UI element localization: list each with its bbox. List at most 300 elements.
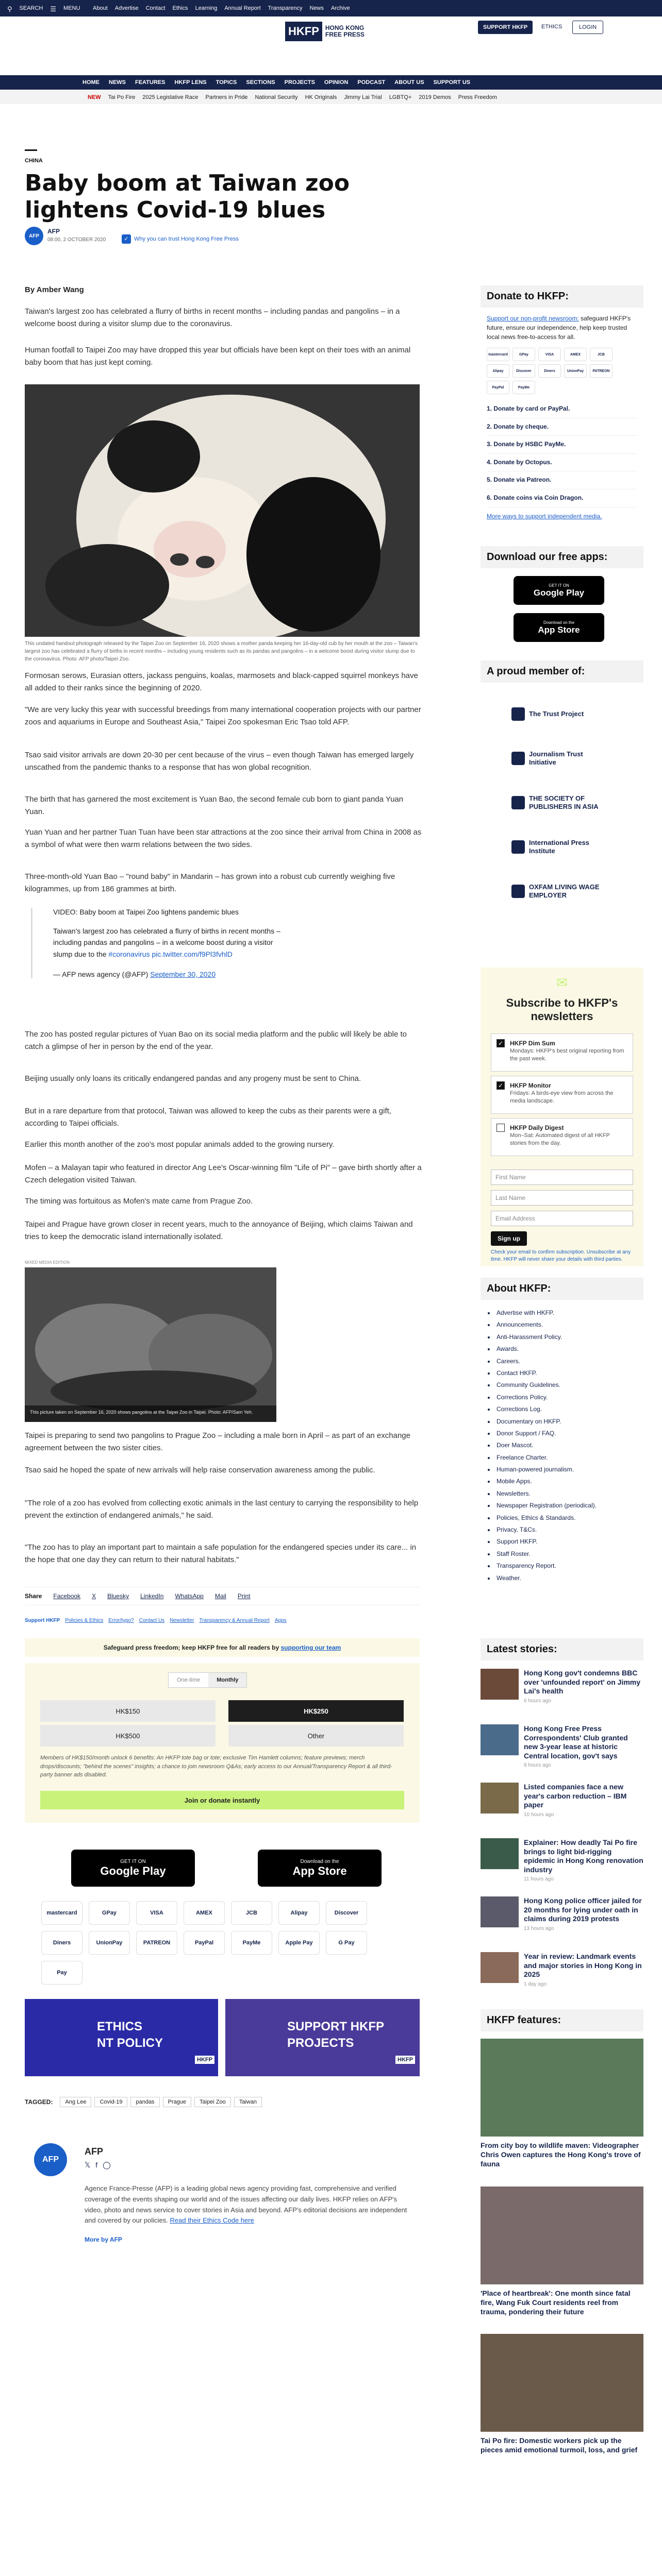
about-link[interactable]: • Support HKFP. <box>488 1536 636 1548</box>
byline: By Amber Wang <box>25 285 84 294</box>
topbar-link[interactable]: Learning <box>195 5 218 11</box>
about-links <box>488 1307 636 1584</box>
more-by-author[interactable]: More by AFP <box>85 2236 122 2243</box>
sidebar-payment-logo: Alipay <box>487 364 509 378</box>
author-social <box>85 2161 111 2170</box>
trending-list <box>88 94 497 100</box>
member-logo-icon <box>511 885 525 898</box>
share-link[interactable]: Bluesky <box>107 1592 129 1600</box>
payment-method-logo: VISA <box>136 1901 177 1925</box>
member-logo[interactable] <box>511 825 643 869</box>
about-title: About HKFP: <box>481 1278 643 1300</box>
gp-big-text: Google Play <box>100 1864 166 1877</box>
app-store-badge[interactable] <box>258 1850 382 1887</box>
newsletter-title: Subscribe to HKFP's newsletters <box>506 996 618 1023</box>
about-link[interactable]: • Staff Roster. <box>488 1548 636 1560</box>
about-link[interactable]: • Advertise with HKFP. <box>488 1307 636 1319</box>
tab-one-time[interactable]: One-time <box>177 1677 201 1683</box>
about-link[interactable]: • Mobile Apps. <box>488 1476 636 1487</box>
support-link[interactable]: Policies & Ethics <box>65 1618 104 1623</box>
newsletter-checkbox[interactable] <box>496 1124 505 1132</box>
trending-item[interactable]: 2019 Demos <box>419 94 451 100</box>
trending-bar <box>0 91 662 104</box>
trending-item[interactable]: Press Freedom <box>458 94 497 100</box>
apps-sidebox <box>481 546 643 568</box>
sidebar-payment-logo: PayPal <box>487 381 509 394</box>
support-link[interactable]: Support HKFP <box>25 1618 60 1623</box>
paragraph-13: Mofen – a Malayan tapir who featured in director Ang Lee's Oscar-winning film "Life of Pi" – gave birth shortly after a Czech delegation visited Taiwan. <box>25 1163 422 1184</box>
newsletter-option-name: HKFP Monitor <box>510 1082 551 1089</box>
member-logo[interactable] <box>511 692 643 736</box>
topbar-link[interactable]: About <box>93 5 108 11</box>
frequency-toggle <box>168 1672 247 1688</box>
share-link[interactable]: Facebook <box>53 1592 81 1600</box>
search-link[interactable]: SEARCH <box>19 5 43 11</box>
video-label[interactable]: VIDEO: Baby boom at Taipei Zoo lightens pandemic blues <box>53 908 239 916</box>
sidebar-app-store[interactable] <box>514 613 604 642</box>
paragraph-9: The zoo has posted regular pictures of Yuan Bao on its social media platform and the public will likely be able to catch a glimpse of her in person by the end of the year. <box>25 1030 407 1051</box>
paragraph-18: "The role of a zoo has evolved from collecting exotic animals in the last century to carrying the responsibility to help prevent the extinction of endangered animals," he said. <box>25 1499 419 1520</box>
ethics-code-link[interactable]: Read their Ethics Code here <box>170 2216 254 2225</box>
promo-1-line-1: ETHICS <box>97 2020 143 2033</box>
sidebar-payment-logo: AMEX <box>564 348 587 361</box>
tweet-text: Taiwan's largest zoo has celebrated a flurry of births in recent months – including pandas and pangolins – in a welcome boost during a visitor slump due to the <box>53 927 280 958</box>
author-box-avatar[interactable]: AFP <box>34 2143 67 2176</box>
sidebar-as-small: Download on the <box>543 620 575 625</box>
photo-caption-1: This undated handout photograph released by the Taipei Zoo on September 16, 2020 shows a mother panda keeping her 16-day-old cub by her mouth at the zoo – Taiwan's largest zoo has celebrated a flurry of births in recent months – including young residents such as its pandas and pangolins – in a welcome boost during visitor slump due to the coronavirus. Photo: AFP photo/Taipei Zoo. <box>25 641 418 662</box>
nav-item[interactable]: NEWS <box>109 79 126 86</box>
tweet-date[interactable]: September 30, 2020 <box>150 970 216 979</box>
logo-text <box>325 25 365 38</box>
topbar-link[interactable]: Ethics <box>172 5 188 11</box>
author-box <box>25 2138 420 2251</box>
member-logo-name: Journalism Trust Initiative <box>529 750 583 766</box>
sidebar-google-play[interactable] <box>514 576 604 605</box>
new-label: NEW <box>88 94 101 100</box>
nav-item[interactable]: FEATURES <box>135 79 166 86</box>
features-sidebox <box>481 2009 643 2472</box>
tag-link[interactable]: Taipei Zoo <box>194 2097 231 2107</box>
about-link[interactable]: • Community Guidelines. <box>488 1379 636 1391</box>
member-logo-name: International Press Institute <box>529 839 590 855</box>
payment-method-logo: Discover <box>326 1901 367 1925</box>
about-link[interactable]: • Freelance Charter. <box>488 1452 636 1464</box>
newsletter-checkbox[interactable]: ✓ <box>496 1039 505 1047</box>
author-box-name[interactable]: AFP <box>85 2146 103 2157</box>
about-link[interactable]: • Awards. <box>488 1343 636 1355</box>
newsletter-box <box>481 968 643 1266</box>
donate-option[interactable]: 6. Donate coins via Coin Dragon. <box>487 489 637 507</box>
feature-title[interactable]: From city boy to wildlife maven: Videographer Chris Owen captures the Hong Kong's trove of fauna <box>481 2141 641 2168</box>
feature-card[interactable] <box>481 2334 643 2454</box>
latest-story-thumb <box>481 1724 519 1755</box>
latest-story-title[interactable]: Listed companies face a new year's carbon reduction – IBM paper <box>524 1783 627 1809</box>
nav-item[interactable]: TOPICS <box>216 79 237 86</box>
member-logo[interactable] <box>511 869 643 913</box>
tag-link[interactable]: Taiwan <box>234 2097 262 2107</box>
payment-method-logo: PayPal <box>184 1931 225 1955</box>
top-bar <box>0 0 662 16</box>
latest-story-text <box>524 1724 643 1768</box>
latest-story-title[interactable]: Year in review: Landmark events and major stories in Hong Kong in 2025 <box>524 1952 642 1978</box>
sidebar-payment-logo: UnionPay <box>564 364 587 378</box>
tweet-attribution <box>53 970 412 978</box>
about-link[interactable]: • Documentary on HKFP. <box>488 1416 636 1428</box>
newsletter-option[interactable] <box>491 1033 633 1072</box>
feature-card[interactable] <box>481 2039 643 2169</box>
nav-item[interactable]: HOME <box>82 79 100 86</box>
newsletter-option-name: HKFP Daily Digest <box>510 1124 564 1131</box>
press-freedom-banner <box>25 1638 420 1657</box>
instagram-icon[interactable]: ◯ <box>103 2161 111 2169</box>
support-links <box>25 1618 420 1623</box>
payment-method-logo: mastercard <box>41 1901 82 1925</box>
sidebar-payment-logo: PATREON <box>590 364 613 378</box>
payment-method-logo: GPay <box>89 1901 130 1925</box>
tag-link[interactable]: Covid-19 <box>94 2097 127 2107</box>
join-donate-button[interactable]: Join or donate instantly <box>40 1791 404 1809</box>
payment-methods <box>41 1901 402 1985</box>
author-bio-text: Agence France-Presse (AFP) is a leading global news agency providing fast, comprehensive and verified coverage of the events shaping our world and of the issues affecting our daily lives. HKFP relies on AFP's video, photo and news service to cover stories in Asia and beyond. AFP's editorial decisions are independent and covered by our policies. <box>85 2184 407 2225</box>
donate-option[interactable]: 5. Donate via Patreon. <box>487 471 637 489</box>
payment-method-logo: G Pay <box>326 1931 367 1955</box>
payment-method-logo: PATREON <box>136 1931 177 1955</box>
latest-story-text <box>524 1669 643 1710</box>
feature-title[interactable]: 'Place of heartbreak': One month since fatal fire, Wang Fuk Court residents reel from trauma, pondering their future <box>481 2289 631 2316</box>
trending-item[interactable]: 2025 Legislative Race <box>142 94 198 100</box>
share-link[interactable]: Print <box>237 1592 251 1600</box>
topbar-link[interactable]: Contact <box>145 5 166 11</box>
trending-item[interactable]: HK Originals <box>305 94 337 100</box>
donate-widget <box>25 1663 420 1823</box>
share-link[interactable]: Mail <box>214 1592 226 1600</box>
paragraph-19: "The zoo has to play an important part to maintain a safe population for the endangered species under its care... in the hope that one day they can return to their natural habitats." <box>25 1543 417 1564</box>
features-list <box>481 2039 643 2455</box>
latest-story[interactable] <box>481 1952 643 1993</box>
amount-250[interactable]: HK$250 <box>228 1700 404 1722</box>
tag-link[interactable]: Ang Lee <box>60 2097 91 2107</box>
latest-story[interactable] <box>481 1896 643 1938</box>
tweet-link[interactable]: pic.twitter.com/f9Pl3fvhlD <box>152 950 233 958</box>
sidebar-payment-logo: GPay <box>512 348 535 361</box>
menu-link[interactable]: MENU <box>63 5 80 11</box>
paragraph-10: Beijing usually only loans its critically endangered pandas and any progeny must be sent to China. <box>25 1074 361 1083</box>
donate-intro <box>487 314 637 342</box>
latest-story-thumb <box>481 1669 519 1700</box>
as-small-text: Download on the <box>300 1858 339 1865</box>
sign-up-button[interactable]: Sign up <box>491 1231 527 1246</box>
facebook-icon[interactable]: f <box>95 2161 98 2169</box>
author-name[interactable]: AFP <box>47 228 60 235</box>
paragraph-3: Formosan serows, Eurasian otters, jackass penguins, koalas, marmosets and black-capped squirrel monkeys have all added to their ranks since the beginning of 2020. <box>25 671 418 692</box>
newsletter-option-desc: Mon–Sat: Automated digest of all HKFP stories from the day. <box>510 1132 610 1147</box>
about-link[interactable]: • Corrections Policy. <box>488 1392 636 1403</box>
section-divider <box>25 149 37 151</box>
donate-option[interactable]: 4. Donate by Octopus. <box>487 454 637 472</box>
support-promo-banner[interactable] <box>225 1999 420 2076</box>
main-nav <box>0 75 662 90</box>
latest-story-text <box>524 1838 643 1882</box>
sidebar-payment-logo: Diners <box>538 364 561 378</box>
payment-method-logo: UnionPay <box>89 1931 130 1955</box>
paragraph-1: Taiwan's largest zoo has celebrated a flurry of births in recent months – including pandas and pangolins – in a welcome boost during a visitor slump due to the coronavirus. <box>25 307 400 328</box>
sidebar-payment-logo: VISA <box>538 348 561 361</box>
sidebar-as-big: App Store <box>538 624 580 635</box>
support-link[interactable]: Newsletter <box>170 1618 194 1623</box>
newsletter-option[interactable] <box>491 1076 633 1114</box>
donate-options <box>487 400 637 507</box>
payment-method-logo: AMEX <box>184 1901 225 1925</box>
about-link[interactable]: • Doer Mascot. <box>488 1439 636 1451</box>
member-logo-icon <box>511 796 525 809</box>
about-link[interactable]: • Policies, Ethics & Standards. <box>488 1512 636 1524</box>
nav-item[interactable]: ABOUT US <box>394 79 424 86</box>
latest-story-text <box>524 1896 643 1938</box>
latest-title: Latest stories: <box>481 1638 643 1660</box>
tags-row <box>25 2097 420 2107</box>
panda-photo[interactable] <box>25 384 420 637</box>
member-logo-name: OXFAM LIVING WAGE EMPLOYER <box>529 883 600 899</box>
topbar-link[interactable]: Advertise <box>114 5 139 11</box>
latest-story[interactable] <box>481 1838 643 1882</box>
menu-icon[interactable]: ☰ <box>50 5 57 13</box>
about-link[interactable]: • Anti-Harassment Policy. <box>488 1331 636 1343</box>
nav-item[interactable]: SUPPORT US <box>433 79 471 86</box>
donate-option[interactable]: 1. Donate by card or PayPal. <box>487 400 637 418</box>
newsletter-option[interactable] <box>491 1118 633 1156</box>
newsletter-note: Check your email to confirm subscription. Unsubscribe at any time. HKFP will never share your details with third parties. <box>491 1249 631 1262</box>
support-link[interactable]: Transparency & Annual Report <box>199 1618 270 1623</box>
donate-lead[interactable]: Support our non-profit newsroom: <box>487 315 579 322</box>
latest-story-thumb <box>481 1783 519 1814</box>
topbar-link[interactable]: Archive <box>331 5 350 11</box>
author-avatar[interactable]: AFP <box>25 227 43 245</box>
support-link[interactable]: Contact Us <box>139 1618 165 1623</box>
nav-item[interactable]: PODCAST <box>357 79 386 86</box>
member-logo[interactable] <box>511 781 643 825</box>
tags-label: TAGGED: <box>25 2098 53 2106</box>
latest-story-date: 10 hours ago <box>524 1811 554 1818</box>
feature-card[interactable] <box>481 2187 643 2317</box>
about-link[interactable]: • Announcements. <box>488 1319 636 1331</box>
topbar-links <box>93 5 350 11</box>
member-logo-name: The Trust Project <box>529 710 584 718</box>
member-logo[interactable] <box>511 736 643 781</box>
share-link[interactable]: X <box>92 1592 96 1600</box>
site-logo[interactable] <box>285 20 370 43</box>
x-icon[interactable]: 𝕏 <box>85 2161 91 2169</box>
amount-500[interactable]: HK$500 <box>40 1725 216 1747</box>
section-label[interactable]: CHINA <box>25 158 43 164</box>
donate-title: Donate to HKFP: <box>481 285 643 308</box>
about-link[interactable]: • Contact HKFP. <box>488 1367 636 1379</box>
latest-story-thumb <box>481 1838 519 1869</box>
author-bio <box>85 2183 415 2226</box>
last-name-input[interactable]: Last Name <box>491 1190 633 1206</box>
image-2-label: MIXED MEDIA EDITION <box>25 1260 70 1265</box>
trust-badge[interactable] <box>122 234 239 244</box>
paragraph-6: The birth that has garnered the most excitement is Yuan Bao, the second female cub born to giant panda Yuan Yuan. <box>25 795 404 816</box>
sidebar-gp-small: GET IT ON <box>549 583 569 588</box>
latest-story-title[interactable]: Explainer: How deadly Tai Po fire brings to light bid-rigging epidemic in Hong Kong renovation industry <box>524 1838 643 1874</box>
as-big-text: App Store <box>292 1864 347 1877</box>
banner-link[interactable]: supporting our team <box>280 1644 341 1651</box>
topbar-link[interactable]: Annual Report <box>224 5 261 11</box>
about-link[interactable]: • Human-powered journalism. <box>488 1464 636 1476</box>
search-icon[interactable]: ⚲ <box>7 5 12 13</box>
article-title: Baby boom at Taiwan zoo lightens Covid-19 blues <box>25 170 350 223</box>
member-sidebox <box>481 660 643 913</box>
tweet-author: — AFP news agency (@AFP) <box>53 970 148 979</box>
topbar-link[interactable]: News <box>309 5 324 11</box>
nav-list <box>82 79 470 86</box>
about-link[interactable]: • Newsletters. <box>488 1488 636 1500</box>
amount-other[interactable]: Other <box>228 1725 404 1747</box>
google-play-badge[interactable] <box>71 1850 195 1887</box>
tag-link[interactable]: pandas <box>130 2097 159 2107</box>
donate-more-link[interactable]: More ways to support independent media. <box>487 512 602 520</box>
latest-story-title[interactable]: Hong Kong police officer jailed for 20 months for lying under oath in claims during 2019 protests <box>524 1896 642 1923</box>
support-link[interactable]: Apps <box>274 1618 287 1623</box>
ethics-link[interactable]: ETHICS <box>541 24 562 30</box>
sidebar-payment-icons <box>487 348 637 394</box>
member-logo-name: THE SOCIETY OF PUBLISHERS IN ASIA <box>529 794 599 810</box>
latest-list <box>481 1669 643 1993</box>
nav-item[interactable]: PROJECTS <box>284 79 315 86</box>
trending-item[interactable]: National Security <box>255 94 298 100</box>
member-logos <box>511 692 643 913</box>
share-link[interactable]: LinkedIn <box>140 1592 164 1600</box>
sidebar-payment-logo: PayMe <box>512 381 535 394</box>
member-logo-icon <box>511 840 525 854</box>
email-input[interactable]: Email Address <box>491 1211 633 1226</box>
about-link[interactable]: • Newspaper Registration (periodical). <box>488 1500 636 1512</box>
share-label: Share <box>25 1592 42 1600</box>
tag-link[interactable]: Prague <box>163 2097 191 2107</box>
tweet-hashtag[interactable]: #coronavirus <box>108 950 150 958</box>
paragraph-5: Tsao said visitor arrivals are down 20-30 per cent because of the virus – even though Taiwan has emerged largely unscathed from the pandemic thanks to a response that has won global recognition. <box>25 751 414 772</box>
share-bar <box>25 1587 420 1605</box>
panda-illustration <box>25 384 420 637</box>
about-sidebox <box>481 1278 643 1591</box>
about-link[interactable]: • Privacy, T&Cs. <box>488 1524 636 1536</box>
latest-story-thumb <box>481 1952 519 1983</box>
paragraph-12: Earlier this month another of the zoo's most popular animals added to the growing nursery. <box>25 1140 335 1149</box>
newsletter-option-desc: Fridays: A birds-eye view from across the media landscape. <box>510 1090 614 1105</box>
latest-story-date: 13 hours ago <box>524 1925 554 1931</box>
trending-item[interactable]: Tai Po Fire <box>108 94 136 100</box>
latest-story[interactable] <box>481 1724 643 1768</box>
tab-monthly[interactable]: Monthly <box>208 1673 246 1687</box>
nav-item[interactable]: HKFP LENS <box>174 79 207 86</box>
nav-item[interactable]: SECTIONS <box>246 79 275 86</box>
payment-method-logo: Diners <box>41 1931 82 1955</box>
latest-story-title[interactable]: Hong Kong gov't condemns BBC over 'unfounded report' on Jimmy Lai's health <box>524 1669 641 1695</box>
latest-story-date: 9 hours ago <box>524 1762 551 1768</box>
about-link[interactable]: • Donor Support / FAQ. <box>488 1428 636 1439</box>
newsletter-options <box>491 1033 633 1160</box>
about-link[interactable]: • Corrections Log. <box>488 1403 636 1415</box>
member-logo-icon <box>511 752 525 765</box>
newsletter-option-name: HKFP Dim Sum <box>510 1040 555 1047</box>
about-link[interactable]: • Transparency Report. <box>488 1560 636 1572</box>
latest-story-date: 6 hours ago <box>524 1698 551 1704</box>
payment-method-logo: PayMe <box>231 1931 272 1955</box>
features-title: HKFP features: <box>481 2009 643 2031</box>
promo-1-logo: HKFP <box>195 2056 214 2064</box>
photo-caption-2: This picture taken on September 16, 2020 shows pangolins at the Taipei Zoo in Taipei. Photo: AFP/Sam Yeh. <box>30 1410 253 1415</box>
payment-method-logo: Pay <box>41 1961 82 1985</box>
latest-story[interactable] <box>481 1783 643 1824</box>
paragraph-14: The timing was fortuitous as Mofen's mate came from Prague Zoo. <box>25 1197 253 1206</box>
paragraph-8: Three-month-old Yuan Bao – "round baby" in Mandarin – has grown into a robust cub currently weighing five kilogrammes, up from 186 grammes at birth. <box>25 872 395 893</box>
share-link[interactable]: WhatsApp <box>175 1592 204 1600</box>
trending-item[interactable]: Jimmy Lai Trial <box>344 94 382 100</box>
newsletter-option-desc: Mondays: HKFP's best original reporting from the past week. <box>510 1048 624 1062</box>
amount-150[interactable]: HK$150 <box>40 1700 216 1722</box>
apps-title: Download our free apps: <box>481 546 643 568</box>
trust-shield-icon: ✓ <box>122 234 131 244</box>
latest-story-title[interactable]: Hong Kong Free Press Correspondents' Club granted new 3-year lease at historic Central location, gov't says <box>524 1724 628 1760</box>
donate-option[interactable]: 2. Donate by cheque. <box>487 418 637 436</box>
feature-image <box>481 2187 643 2284</box>
latest-sidebox <box>481 1638 643 2008</box>
about-link[interactable]: • Weather. <box>488 1572 636 1584</box>
promo-2-logo: HKFP <box>395 2056 415 2064</box>
embedded-tweet <box>31 908 412 978</box>
trending-item[interactable]: LGBTQ+ <box>389 94 412 100</box>
tweet-body <box>53 925 290 960</box>
donate-option[interactable]: 3. Donate by HSBC PayMe. <box>487 436 637 454</box>
support-link[interactable]: Error/typo? <box>108 1618 134 1623</box>
gp-small-text: GET IT ON <box>120 1858 146 1865</box>
logo-line-1: HONG KONG <box>325 24 365 31</box>
logo-mark: HKFP <box>285 22 322 41</box>
newsletter-option-text <box>510 1124 627 1150</box>
login-button[interactable]: LOGIN <box>572 21 603 34</box>
feature-image <box>481 2334 643 2432</box>
support-button[interactable]: SUPPORT HKFP <box>478 21 533 34</box>
donate-text: safeguard HKFP's future, ensure our independence, help keep trusted local news free-to-access for all. <box>487 315 631 341</box>
latest-story-date: 11 hours ago <box>524 1876 554 1882</box>
trust-label: Why you can trust Hong Kong Free Press <box>134 236 239 242</box>
topbar-link[interactable]: Transparency <box>268 5 303 11</box>
feature-title[interactable]: Tai Po fire: Domestic workers pick up the pieces amid emotional turmoil, loss, and grief <box>481 2436 638 2454</box>
trending-item[interactable]: Partners in Pride <box>205 94 248 100</box>
about-link[interactable]: • Careers. <box>488 1355 636 1367</box>
paragraph-16: Taipei is preparing to send two pangolins to Prague Zoo – including a male born in April – as part of an exchange agreement between the two sister cities. <box>25 1431 410 1452</box>
logo-line-2: FREE PRESS <box>325 31 365 38</box>
ethics-promo-banner[interactable] <box>25 1999 218 2076</box>
member-logo-icon <box>511 707 525 721</box>
newsletter-option-text <box>510 1039 627 1066</box>
first-name-input[interactable]: First Name <box>491 1170 633 1185</box>
pangolin-photo[interactable] <box>25 1267 276 1422</box>
payment-method-logo: Apple Pay <box>278 1931 320 1955</box>
newsletter-checkbox[interactable]: ✓ <box>496 1081 505 1090</box>
nav-item[interactable]: OPINION <box>324 79 349 86</box>
latest-story-thumb <box>481 1896 519 1927</box>
donate-sidebox <box>481 285 643 522</box>
pangolin-illustration <box>25 1267 276 1422</box>
membership-note: Members of HK$150/month unlock 6 benefits: An HKFP tote bag or tote; exclusive Tim Hamlett columns; feature previews; merch drops/discounts; "behind the scenes" insights; a chance to join newsroom Q&As; early access to our Annual/Transparency Report & all third-party banner ads disabled. <box>40 1755 392 1778</box>
feature-image <box>481 2039 643 2137</box>
paragraph-15: Taipei and Prague have grown closer in recent years, much to the annoyance of Beijing, which claims Taiwan and tries to keep the democratic island internationally isolated. <box>25 1220 413 1241</box>
member-title: A proud member of: <box>481 660 643 683</box>
latest-story[interactable] <box>481 1669 643 1710</box>
banner-text: Safeguard press freedom; keep HKFP free for all readers by <box>103 1644 279 1651</box>
latest-story-text <box>524 1783 643 1824</box>
